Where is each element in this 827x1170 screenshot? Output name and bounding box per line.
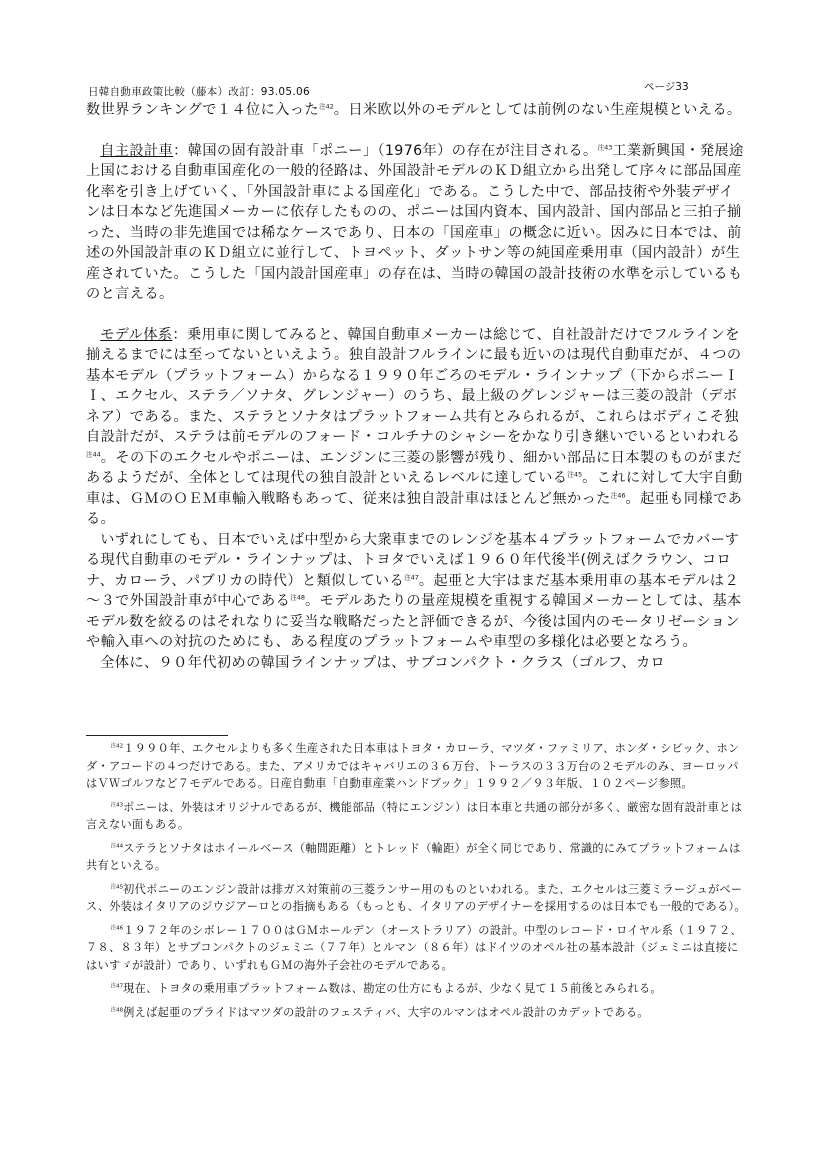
footnote-divider [86,735,228,736]
footnote-label: 注45 [110,883,124,890]
footnote-label: 注47 [110,983,124,990]
footnote-47: $^{注47}$現在、トヨタの乗用車プラットフォーム数は、勘定の仕方にもよるが、少なく見て１５前後とみられる。 [110,982,662,995]
section-heading-model-system: モデル体系 [100,326,173,343]
footnote-43: $^{注43}$ポニーは、外装はオリジナルであるが、機能部品（特にエンジン）は日本車と共通の部分が多く、厳密な固有設計車とは言えない面もある。 [86,800,743,831]
footnote-44: $^{注44}$ステラとソナタはホイールベース（軸間距離）とトレッド（輪距）が全く同じであり、常識的にみてプラットフォームは共有といえる。 [86,841,741,872]
body-text [86,100,744,673]
footnote-label: 注44 [110,842,124,849]
paragraph-own-design: 自主設計車：韓国の固有設計車「ポニー」（1976年）の存在が注目される。$^{注43}$工業新興国・発展途上国における自動車国産化の一般的径路は、外国設計モデルのＫＤ組立から出発して序々に部品国産化率を引き上げていく、「外国設計車による国産化」である。こうした中で、部品技術や外装デザインは日本など先進国メーカーに依存したものの、ポニーは国内資本、国内設計、国内部品と三拍子揃った、当時の非先進国では稀なケースであり、日本の「国産車」の概念に近い。因みに日本では、前述の外国設計車のＫＤ組立に並行して、トヨペット、ダットサン等の純国産乗用車（国内設計）が生産されていた。こうした「国内設計国産車」の存在は、当時の韓国の設計技術の水準を示しているものと言える。 [86,142,744,302]
page-number: ページ33 [644,81,689,93]
footnote-ref: 注45 [567,470,583,479]
footnote-ref: 注48 [290,593,306,602]
footnote-ref: 注44 [86,449,101,458]
footnote-ref: 注46 [610,490,626,499]
paragraph-lineup: いずれにしても、日本でいえば中型から大衆車までのレンジを基本４プラットフォームでカバーする現代自動車のモデル・ラインナップは、トヨタでいえば１９６０年代後半(例えばクラウン、コロナ、カローラ、パブリカの時代）と類似している$^{注47}$。起亜と大宇はまだ基本乗用車の基本モデルは２～３で外国設計車が中心である$^{注48}$。モデルあたりの量産規模を重視する韓国メーカーとしては、基本モデル数を絞るのはそれなりに妥当な戦略だったと評価できるが、今後は国内のモータリゼーションや輸入車への対抗のためにも、ある程度のプラットフォームや車型の多様化は必要となろう。 [86,531,742,650]
footnotes [86,740,746,1027]
footnote-label: 注48 [110,1006,124,1013]
footnote-label: 注42 [110,743,124,750]
paragraph-overall: 全体に、９０年代初めの韓国ラインナップは、サブコンパクト・クラス（ゴルフ、カロ [100,654,666,671]
footnote-42: $^{注42}$１９９０年、エクセルよりも多く生産された日本車はトヨタ・カローラ、マツダ・ファミリア、ホンダ・シビック、ホンダ・アコードの４つだけである。また、アメリカではキャバリエの３６万台、トーラスの３３万台の２モデルのみ、ヨーロッパはＶＷゴルフなど７モデルである。日産自動車「自動車産業ハンドブック」１９９２／９３年版、１０２ページ参照。 [86,742,740,790]
section-heading-own-design: 自主設計車 [100,142,174,159]
footnote-label: 注46 [110,924,124,931]
footnote-ref: 注43 [597,142,613,151]
running-header: 日韓自動車政策比較（藤本）改訂：93.05.06 [88,86,310,98]
footnote-ref: 注42 [318,102,334,111]
paragraph-1: 数世界ランキングで１４位に入った$^{注42}$。日米欧以外のモデルとしては前例のない生産規模といえる。 [86,102,742,118]
footnote-ref: 注47 [404,572,419,581]
footnote-46: $^{注46}$１９７２年のシボレー１７００はＧＭホールデン（オーストラリア）の設計。中型のレコード・ロイヤル系（１９７２、７８、８３年）とサブコンパクトのジェミニ（７７年）とルマン（８６年）はドイツのオペル社の基本設計（ジェミニは直接にはいすゞが設計）であり、いずれもＧＭの海外子会社のモデルである。 [86,923,742,972]
footnote-label: 注43 [110,801,124,808]
paragraph-model-system: モデル体系：乗用車に関してみると、韓国自動車メーカーは総じて、自社設計だけでフルラインを揃えるまでには至ってないといえよう。独自設計フルラインに最も近いのは現代自動車だが、４つの基本モデル（プラットフォーム）からなる１９９０年ごろのモデル・ラインナップ（下からポニーＩＩ、エクセル、ステラ／ソナタ、グレンジャー）のうち、最上級のグレンジャーは三菱の設計（デボネア）である。また、ステラとソナタはプラットフォーム共有とみられるが、これらはボディこそ独自設計だが、ステラは前モデルのフォード・コルチナのシャシーをかなり引き継いでいるといわれる$^{注44}$。その下のエクセルやポニーは、エンジンに三菱の影響が残り、細かい部品に日本製のものがまだあるようだが、全体としては現代の独自設計といえるレベルに達している$^{注45}$。これに対して大宇自動車は、ＧＭのＯＥＭ車輸入戦略もあって、従来は独自設計車はほとんど無かった$^{注46}$。起亜も同様である。 [86,326,743,527]
footnote-45: $^{注45}$初代ポニーのエンジン設計は排ガス対策前の三菱ランサー用のものといわれる。また、エクセルは三菱ミラージュがベース、外装はイタリアのジウジアーロとの指摘もある（もっとも、イタリアのデザイナーを採用するのは日本でも一般的である）。 [86,882,746,913]
footnote-48: $^{注48}$例えば起亜のプライドはマツダの設計のフェスティバ、大宇のルマンはオペル設計のカデットである。 [110,1005,649,1019]
